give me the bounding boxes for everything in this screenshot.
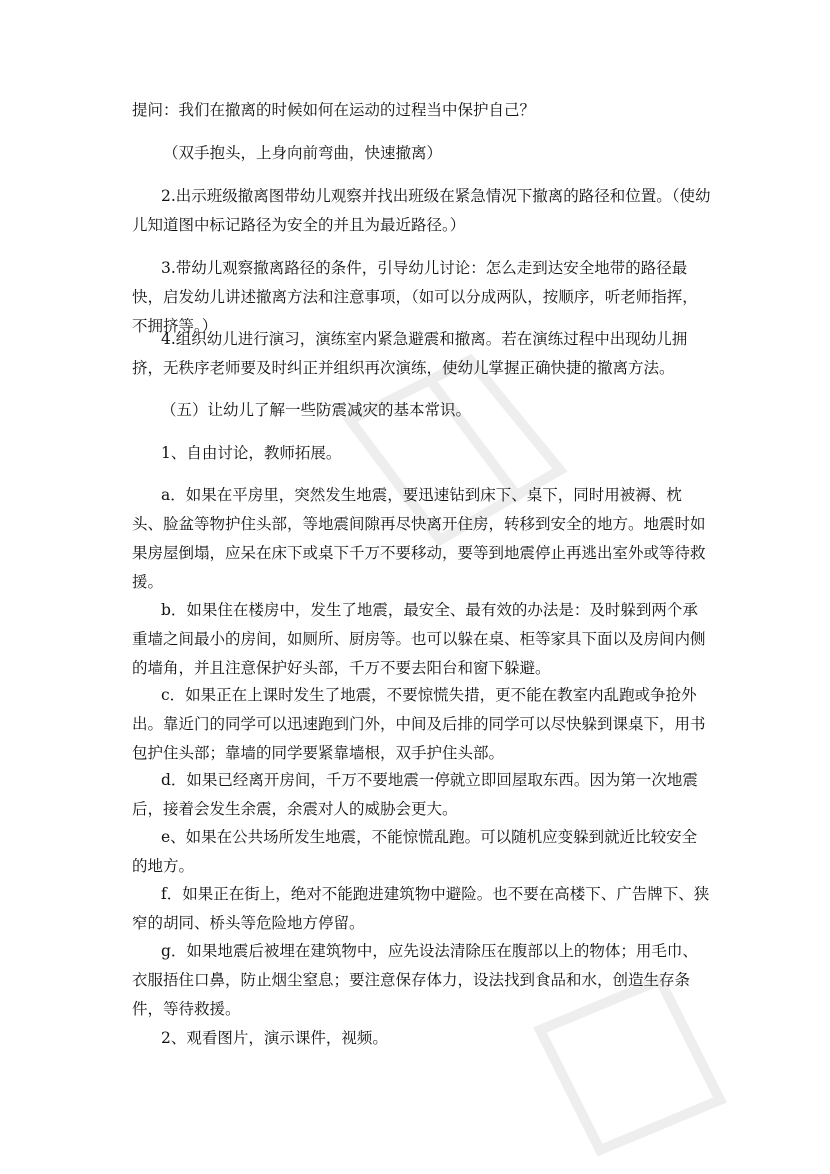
paragraph-step-4: 4.组织幼儿进行演习，演练室内紧急避震和撤离。若在演练过程中出现幼儿拥挤，无秩序老师要及时纠正并组织再次演练，使幼儿掌握正确快捷的撤离方法。 — [132, 330, 688, 377]
paragraph-question: 提问：我们在撤离的时候如何在运动的过程当中保护自己？ — [132, 101, 536, 119]
paragraph-item-b: b．如果住在楼房中，发生了地震，最安全、最有效的办法是：及时躲到两个承重墙之间最小的房间，如厕所、厨房等。也可以躲在桌、柜等家具下面以及房间内侧的墙角，并且注意保护好头部，千万不要去阳台和窗下躲避。 — [132, 601, 706, 677]
sub-heading-2: 2、观看图片，演示课件，视频。 — [161, 1029, 388, 1047]
paragraph-item-c: c．如果正在上课时发生了地震，不要惊慌失措，更不能在教室内乱跑或争抢外出。靠近门的同学可以迅速跑到门外，中间及后排的同学可以尽快躲到课桌下，用书包护住头部；靠墙的同学要紧靠墙根，双手护住头部。 — [132, 686, 706, 762]
paragraph-step-3: 3.带幼儿观察撤离路径的条件，引导幼儿讨论：怎么走到达安全地带的路径最快，启发幼儿讲述撤离方法和注意事项，（如可以分成两队，按顺序，听老师指挥，不拥挤等。） — [132, 259, 698, 335]
sub-heading-1: 1、自由讨论，教师拓展。 — [161, 444, 342, 462]
paragraph-item-g: g．如果地震后被埋在建筑物中，应先设法清除压在腹部以上的物体；用毛巾、衣服捂住口鼻，防止烟尘窒息；要注意保存体力，设法找到食品和水，创造生存条件，等待救援。 — [132, 942, 698, 1018]
paragraph-item-d: d．如果已经离开房间，千万不要地震一停就立即回屋取东西。因为第一次地震后，接着会发生余震，余震对人的威胁会更大。 — [132, 771, 698, 818]
section-heading-5: （五）让幼儿了解一些防震减灾的基本常识。 — [161, 401, 472, 419]
paragraph-item-f: f．如果正在街上，绝对不能跑进建筑物中避险。也不要在高楼下、广告牌下、狭窄的胡同、桥头等危险地方停留。 — [132, 885, 710, 932]
paragraph-item-a: a．如果在平房里，突然发生地震，要迅速钻到床下、桌下，同时用被褥、枕头、脸盆等物护住头部，等地震间隙再尽快离开住房，转移到安全的地方。地震时如果房屋倒塌，应呆在床下或桌下千万不要移动，要等到地震停止再逃出室外或等待救援。 — [132, 486, 706, 591]
paragraph-item-e: e、如果在公共场所发生地震，不能惊慌乱跑。可以随机应变躲到就近比较安全的地方。 — [132, 828, 698, 875]
paragraph-answer: （双手抱头，上身向前弯曲，快速撤离） — [163, 144, 443, 162]
paragraph-step-2: 2.出示班级撤离图带幼儿观察并找出班级在紧急情况下撤离的路径和位置。（使幼儿知道图中标记路径为安全的并且为最近路径。） — [132, 187, 711, 234]
